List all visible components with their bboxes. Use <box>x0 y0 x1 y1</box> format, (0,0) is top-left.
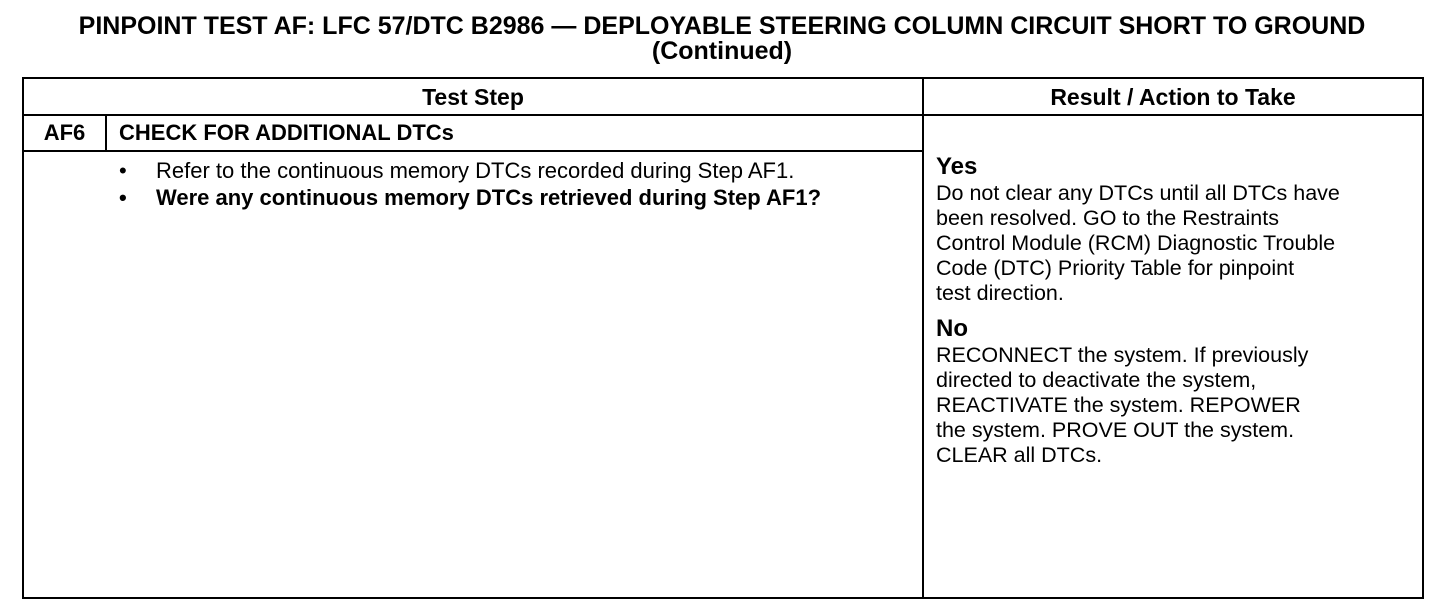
bullet-icon: • <box>119 158 127 183</box>
page-title: PINPOINT TEST AF: LFC 57/DTC B2986 — DEPLOYABLE STEERING COLUMN CIRCUIT SHORT TO GROUND (Continued) <box>78 12 1366 65</box>
result-no-label: No <box>936 315 968 342</box>
result-action-header: Result / Action to Take <box>1050 84 1296 110</box>
result-action-cell <box>936 153 1422 468</box>
result-yes-label: Yes <box>936 153 978 180</box>
bullet-icon: • <box>119 185 127 210</box>
pinpoint-test-table <box>22 77 1424 599</box>
step-id-divider <box>105 116 107 150</box>
step-title-divider <box>24 150 922 152</box>
column-divider <box>922 79 924 597</box>
result-no <box>936 315 1422 468</box>
header-divider <box>24 114 1422 116</box>
step-title: CHECK FOR ADDITIONAL DTCs <box>119 120 454 145</box>
step-instructions <box>116 159 896 213</box>
step-instruction-item <box>116 159 896 183</box>
step-id: AF6 <box>43 120 86 145</box>
result-yes-text: Do not clear any DTCs until all DTCs have been resolved. GO to the Restraints Control Module (RCM) Diagnostic Trouble Code (DTC) Priority Table for pinpoint test direction. <box>936 181 1340 305</box>
result-yes <box>936 153 1422 306</box>
result-no-text: RECONNECT the system. If previously directed to deactivate the system, REACTIVATE the system. REPOWER the system. PROVE OUT the system. CLEAR all DTCs. <box>936 343 1309 467</box>
step-question-item <box>116 186 896 210</box>
instruction-text: Refer to the continuous memory DTCs recorded during Step AF1. <box>156 158 795 183</box>
question-text: Were any continuous memory DTCs retrieved during Step AF1? <box>156 185 822 210</box>
test-step-header: Test Step <box>422 84 524 110</box>
